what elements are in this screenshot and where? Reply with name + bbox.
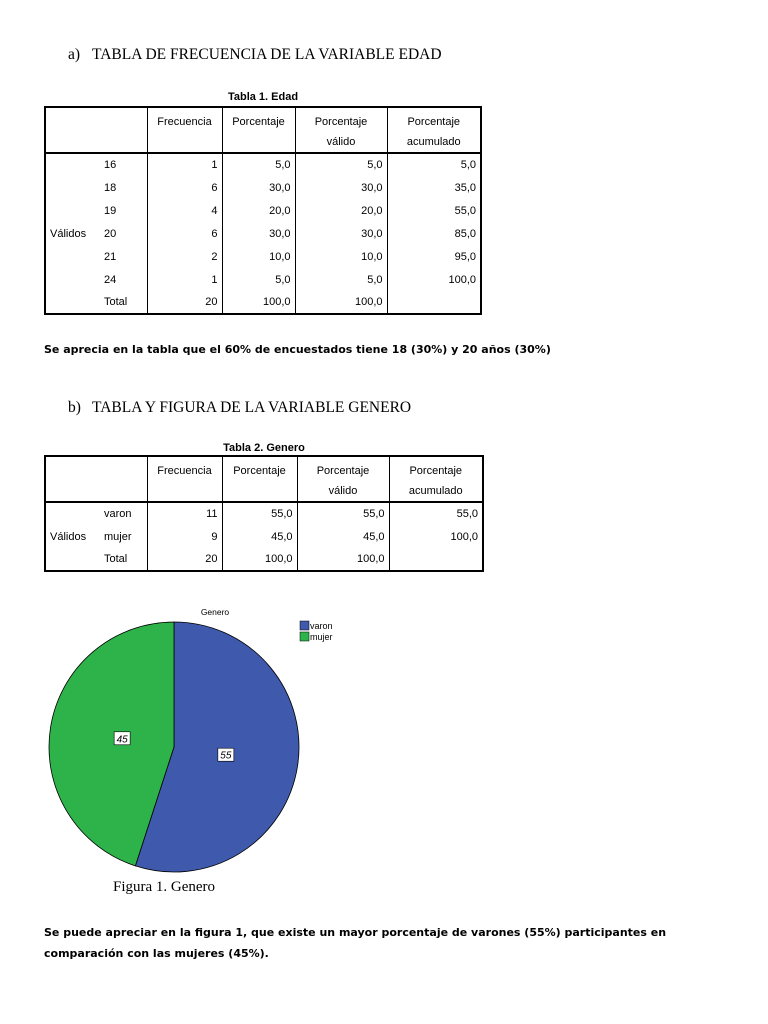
section-b-label: b): [68, 399, 81, 416]
table1-header-porcentaje-acumulado: Porcentaje acumulado: [406, 116, 461, 148]
table1-corner: [45, 107, 147, 153]
table1-interpretation: Se aprecia en la tabla que el 60% de encuestados tiene 18 (30%) y 20 años (30%): [44, 343, 551, 356]
table1-cell: 5,0: [460, 159, 476, 171]
table2-cell: 45,0: [297, 525, 389, 548]
table-row: [45, 525, 483, 548]
table-row: [45, 199, 481, 222]
table1-cell: 20: [100, 222, 147, 245]
pie-data-label-varon: [218, 748, 234, 762]
table1-cell: 85,0: [454, 227, 476, 240]
table-row-total: [45, 548, 483, 571]
table1-cell: 2: [147, 245, 222, 268]
table1-cell: 100,0: [448, 273, 476, 286]
table2-header-porcentaje-acumulado: Porcentaje acumulado: [408, 465, 463, 497]
legend-item-varon: [300, 621, 333, 631]
table1-group-label: Válidos: [50, 227, 87, 240]
table2-cell: mujer: [100, 525, 147, 548]
table1-cell: 21: [100, 245, 147, 268]
table1-cell: [387, 291, 481, 314]
table2-cell: [389, 548, 483, 571]
table1-cell: 6: [147, 222, 222, 245]
table2-header-porcentaje: Porcentaje: [222, 456, 297, 502]
table1-cell: 5,0: [222, 268, 295, 291]
table1-cell: 20: [147, 291, 222, 314]
chart-title: Genero: [200, 607, 230, 617]
table1-header-porcentaje-valido: Porcentaje válido: [295, 107, 387, 153]
table2-group-label: Válidos: [50, 530, 87, 543]
chart-legend: [300, 621, 333, 642]
table-row: [45, 502, 483, 525]
figure-caption: Figura 1. Genero: [113, 879, 216, 895]
table1-cell: 95,0: [454, 250, 476, 263]
table2-cell: Total: [100, 548, 147, 571]
table1-header-porcentaje: Porcentaje: [222, 107, 295, 153]
section-b-title: TABLA Y FIGURA DE LA VARIABLE GENERO: [92, 399, 412, 416]
table1-cell: 20,0: [295, 199, 387, 222]
table1-cell: 6: [147, 176, 222, 199]
table1-cell: 100,0: [295, 291, 387, 314]
table1-cell: 20,0: [222, 199, 295, 222]
table2-cell: 100,0: [450, 530, 478, 543]
section-a-label: a): [68, 46, 81, 63]
table1-cell: 10,0: [222, 245, 295, 268]
svg-text:varon: varon: [310, 621, 333, 631]
table1-header-frecuencia: Frecuencia: [147, 107, 222, 153]
table-row: [45, 222, 481, 245]
table1-cell: Total: [100, 291, 147, 314]
pie-data-label-mujer: [114, 732, 130, 746]
table-row: [45, 153, 481, 176]
figure-interpretation: Se puede apreciar en la figura 1, que existe un mayor porcentaje de varones (55%) participantes en comparación con las mujeres (45%).: [44, 926, 667, 960]
gender-pie-chart: [0, 598, 400, 888]
table-row: [45, 245, 481, 268]
pie-slices: [49, 622, 299, 872]
legend-item-mujer: [300, 632, 333, 642]
table2-header-porcentaje-valido: Porcentaje válido: [297, 456, 389, 502]
table1-cell: 30,0: [295, 222, 387, 245]
svg-text:mujer: mujer: [310, 632, 333, 642]
table-row-total: [45, 291, 481, 314]
table1-cell: 30,0: [295, 176, 387, 199]
table1-cell: 1: [147, 153, 222, 176]
table1-cell: 24: [100, 268, 147, 291]
table-row: [45, 268, 481, 291]
table1-cell: 1: [147, 268, 222, 291]
table1-caption: Tabla 1. Edad: [227, 91, 299, 103]
table1-cell: 4: [147, 199, 222, 222]
gender-frequency-table: [44, 455, 484, 572]
table2-corner: [45, 456, 147, 502]
table2-cell: 20: [147, 548, 222, 571]
section-a-heading: [68, 46, 442, 64]
section-b-heading: [68, 399, 411, 417]
svg-text:55: 55: [220, 750, 232, 762]
table2-cell: 100,0: [222, 548, 297, 571]
age-frequency-table: [44, 106, 482, 315]
table1-cell: 10,0: [295, 245, 387, 268]
table1-cell: 55,0: [454, 204, 476, 217]
table-row: [45, 176, 481, 199]
table2-cell: 45,0: [222, 525, 297, 548]
table1-cell: 30,0: [222, 176, 295, 199]
svg-text:45: 45: [116, 734, 128, 746]
table2-cell: 11: [147, 502, 222, 525]
table1-cell: 19: [100, 199, 147, 222]
table2-cell: 9: [147, 525, 222, 548]
table2-cell: 55,0: [456, 508, 478, 520]
table1-cell: 5,0: [295, 268, 387, 291]
table1-cell: 16: [100, 153, 147, 176]
table2-cell: varon: [100, 502, 147, 525]
table1-cell: 35,0: [454, 181, 476, 194]
section-a-title: TABLA DE FRECUENCIA DE LA VARIABLE EDAD: [92, 46, 442, 63]
table1-cell: 100,0: [222, 291, 295, 314]
table2-caption: Tabla 2. Genero: [223, 442, 305, 454]
table1-cell: 5,0: [222, 153, 295, 176]
table1-cell: 5,0: [295, 153, 387, 176]
table2-cell: 55,0: [297, 502, 389, 525]
table1-cell: 18: [100, 176, 147, 199]
table2-header-frecuencia: Frecuencia: [147, 456, 222, 502]
table2-cell: 55,0: [222, 502, 297, 525]
table2-cell: 100,0: [297, 548, 389, 571]
table1-cell: 30,0: [222, 222, 295, 245]
